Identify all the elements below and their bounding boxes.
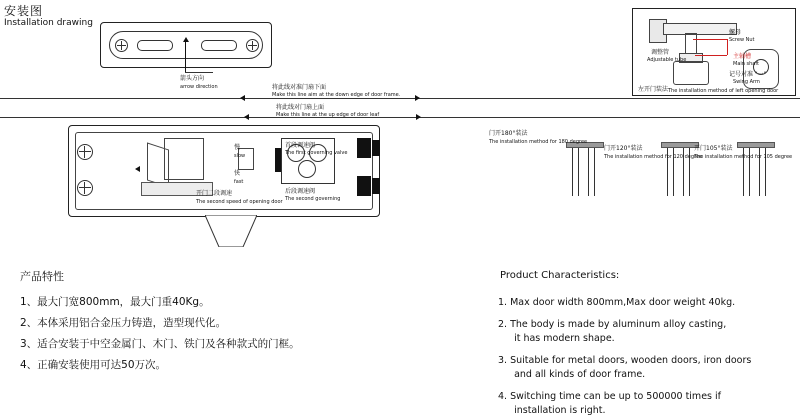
body-bottom-outline (205, 215, 257, 247)
trapezoid-svg (205, 215, 257, 247)
arrow-head-left-icon (135, 166, 140, 172)
arrow-head-up-icon (183, 37, 189, 42)
feature-text-line: Switching time can be up to 500000 times if (510, 391, 721, 402)
alignment-line-upper (0, 117, 800, 118)
slow-label-cn: 慢 (234, 144, 241, 151)
valve-screw-icon (298, 160, 316, 178)
page-title-en: Installation drawing (4, 18, 93, 28)
leader-line-red (727, 39, 728, 55)
feature-number-en: 3. (498, 355, 508, 366)
adjustable-tube-label-cn: 调整管 (651, 49, 670, 56)
alignment-note-1-cn: 将此线对门扇上面 (276, 104, 325, 111)
feature-text-en (510, 390, 721, 418)
main-shaft-label-en: Main shaft (733, 61, 759, 67)
swing-arm (663, 23, 737, 35)
feature-number-en: 2. (498, 319, 508, 330)
arrow-head-left-icon (244, 114, 249, 120)
adjustable-tube-label-en: Adjustable tube (647, 57, 687, 63)
screw-nut-label-cn: 螺母 (729, 29, 742, 36)
screw-icon (115, 39, 128, 52)
slow-label-en: slow (234, 153, 246, 159)
left-opening-detail-box (632, 8, 796, 96)
feature-text-line: and all kinds of door frame. (514, 369, 646, 380)
feature-text-line: Suitable for metal doors, wooden doors, iron doors (510, 355, 752, 366)
feature-text-line: installation is right. (514, 405, 606, 416)
sign-label-cn: 记号对准 "一" (729, 71, 767, 78)
feature-text-line: The body is made by aluminum alloy casting, (510, 319, 727, 330)
feature-item-cn: 1、最大门宽800mm，最大门重40Kg。 (20, 296, 210, 308)
features-list-en (498, 296, 798, 418)
valve-shaft (275, 148, 281, 172)
arrow-leader-line (185, 72, 213, 73)
feature-number-en: 4. (498, 391, 508, 402)
feature-item-cn: 3、适合安装于中空金属门、木门、铁门及各种款式的门框。 (20, 338, 300, 350)
mounting-plate-inner-outline (109, 31, 263, 59)
main-shaft-label-cn: 主轴槽 (733, 53, 752, 60)
arrow-direction-label-en: arrow direction (180, 84, 218, 90)
screw-icon (77, 144, 93, 160)
screw-icon (246, 39, 259, 52)
sign-label-en: Swing Arm (733, 79, 760, 85)
slot-shape (201, 40, 237, 51)
feature-item-cn: 2、本体采用铝合金压力铸造，造型现代化。 (20, 317, 227, 329)
leader-line-red (693, 39, 727, 40)
mount-block (357, 176, 371, 196)
open-stage-label-cn: 开门二段调速 (196, 190, 233, 197)
feature-text-en (510, 354, 751, 382)
feature-item-en (498, 390, 798, 418)
screw-nut-label-en: Screw Nut (729, 37, 755, 43)
degree-120-label-en: The installation method for 120 degree (604, 154, 703, 160)
feature-text-en (510, 318, 726, 346)
degree-180-label-en: The installation method for 180 degree (489, 139, 588, 145)
feature-item-cn: 4、正确安装使用可达50万次。 (20, 359, 167, 371)
inset-caption-cn: 左开门装法 (638, 86, 669, 93)
page-title-cn: 安装图 (4, 4, 44, 18)
arm-base (673, 61, 709, 85)
degree-105-label-cn: 开门105°装法 (694, 145, 733, 152)
second-gear-label-en: The second governing (285, 196, 341, 202)
mounting-plate-diagram (100, 22, 272, 68)
degree-diagram-105 (735, 128, 795, 218)
second-gear-label-cn: 后段调速阀 (285, 188, 316, 195)
alignment-note-0-en: Make this line aim at the down edge of door frame. (272, 92, 401, 98)
degree-180-label-cn: 门开180°装法 (489, 130, 528, 137)
inset-caption-en: The installation method of left opening door (668, 88, 779, 94)
slot-shape (137, 40, 173, 51)
alignment-note-0-cn: 将此线对准门扇下面 (272, 84, 327, 91)
arrow-shaft (185, 42, 186, 72)
arrow-head-left-icon (240, 95, 245, 101)
arrow-head-right-icon (415, 95, 420, 101)
fast-label-en: fast (234, 179, 244, 185)
degree-120-label-cn: 门开120°装法 (604, 145, 643, 152)
adjustable-tube (685, 33, 697, 55)
feature-number-en: 1. (498, 297, 508, 308)
first-gear-label-cn: 首段调速阀 (285, 142, 316, 149)
arrow-direction-label-cn: 箭头方向 (180, 75, 205, 82)
features-heading-cn: 产品特性 (20, 270, 64, 283)
alignment-note-1-en: Make this line at the up edge of door leaf (276, 112, 380, 118)
feature-text-line: it has modern shape. (514, 333, 615, 344)
screw-icon (77, 180, 93, 196)
mount-block (357, 138, 371, 158)
feature-text-en: Max door width 800mm,Max door weight 40kg. (510, 297, 736, 308)
leader-line-red (695, 55, 727, 56)
features-heading-en: Product Characteristics: (500, 270, 620, 281)
door-leaf-illustration (164, 138, 204, 180)
feature-item-en (498, 354, 798, 382)
first-gear-label-en: The first governing valve (285, 150, 348, 156)
feature-item-en (498, 318, 798, 346)
open-stage-label-en: The second speed of opening door (196, 199, 283, 205)
door-frame-illustration (147, 142, 169, 187)
degree-105-label-en: The installation method for 105 degree (694, 154, 793, 160)
degree-diagram-120 (655, 128, 715, 218)
arrow-head-right-icon (416, 114, 421, 120)
feature-item-en (498, 296, 798, 310)
mount-block (372, 140, 380, 156)
features-list-cn (20, 292, 360, 376)
fast-label-cn: 快 (234, 170, 241, 177)
mount-block (372, 178, 380, 194)
